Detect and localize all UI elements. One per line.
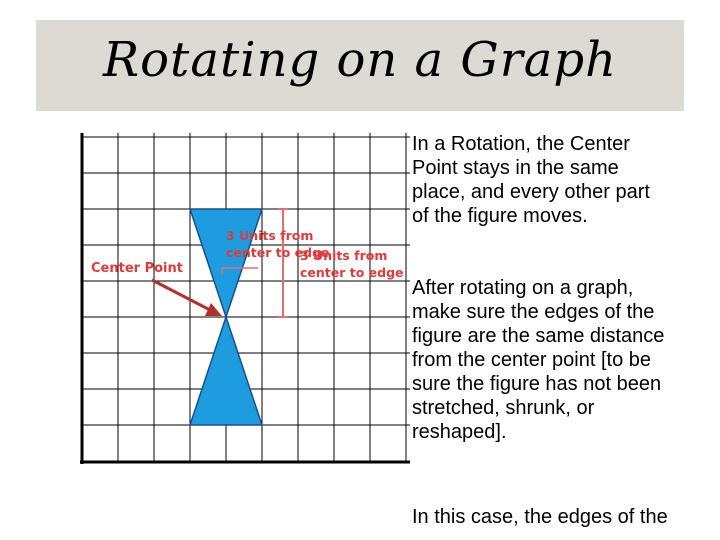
slide-title: Rotating on a Graph <box>103 32 617 88</box>
paragraph-line: In this case, the edges of the <box>412 506 668 528</box>
center-point-label: Center Point <box>91 261 183 276</box>
center-arrow <box>152 280 222 316</box>
paragraph-line: sure the figure has not been <box>412 373 662 395</box>
paragraph-line: In a Rotation, the Center <box>412 133 630 155</box>
paragraph-line: After rotating on a graph, <box>412 277 634 299</box>
paragraph-line: from the center point [to be <box>412 349 652 371</box>
paragraph-in-this-case <box>412 505 668 529</box>
triangle-original <box>190 209 262 317</box>
annotation-bottom <box>300 247 404 281</box>
annotation-bottom-line-1: 3 Units from <box>300 248 388 263</box>
annotation-top-line-2: center to edge <box>226 245 330 260</box>
paragraph-line: place, and every other part <box>412 181 650 203</box>
annotation-top-line-1: 3 Units from <box>226 228 314 243</box>
paragraph-line: of the figure moves. <box>412 205 588 227</box>
annotation-bottom-line-2: center to edge <box>300 265 404 280</box>
paragraph-line: make sure the edges of the <box>412 301 655 323</box>
paragraph-after-rotating <box>412 276 664 444</box>
paragraph-line: Point stays in the same <box>412 157 619 179</box>
triangle-rotated <box>190 317 262 425</box>
paragraph-line: figure are the same distance <box>412 325 665 347</box>
paragraph-rotation <box>412 132 650 228</box>
paragraph-line: reshaped]. <box>412 421 507 443</box>
paragraph-line: stretched, shrunk, or <box>412 397 595 419</box>
measure-bracket-top <box>278 209 288 317</box>
